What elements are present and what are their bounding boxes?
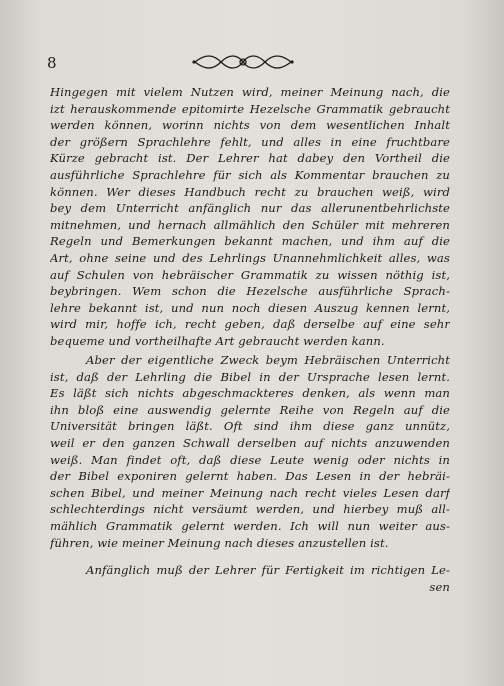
text-line: führen, wie meiner Meinung nach dieses anzustellen ist. [50,535,389,550]
text-line: izt herauskommende epitomirte Hezelsche Grammatik gebraucht [50,101,450,116]
text-line: der Bibel exponiren gelernt haben. Das Lesen in der hebräi- [50,469,450,484]
text-line: Universität bringen läßt. Oft sind ihm diese ganz unnütz, [50,419,450,434]
text-line: bequeme und vortheilhafte Art gebraucht werden kann. [50,333,385,348]
text-line: ausführliche Sprachlehre für sich als Kommentar brauchen zu [50,167,450,182]
text-line: wird mir, hoffe ich, recht geben, daß derselbe auf eine sehr [50,317,450,332]
text-line: Hingegen mit vielem Nutzen wird, meiner Meinung nach, die [50,85,450,99]
text-line: Es läßt sich nichts abgeschmackteres denken, als wenn man [50,386,450,401]
text-line: Aber der eigentliche Zweck beym Hebräischen Unterricht [86,353,450,367]
text-line: weiß. Man findet oft, daß diese Leute wenig oder nichts in [50,452,450,467]
text-line: ihn bloß eine auswendig gelernte Reihe von Regeln auf die [50,402,450,417]
text-line: bey dem Unterricht anfänglich nur das allerunentbehrlichste [50,201,450,216]
text-line: weil er den ganzen Schwall derselben auf nichts anzuwenden [50,435,450,450]
text-line: lehre bekannt ist, und nun noch diesen Auszug kennen lernt, [50,300,450,315]
text-line: Regeln und Bemerkungen bekannt machen, und ihm auf die [50,234,450,249]
text-line: können. Wer dieses Handbuch recht zu brauchen weiß, wird [50,184,450,199]
ornament-divider-icon [191,52,295,72]
text-line: auf Schulen von hebräischer Grammatik zu wissen nöthig ist, [50,267,450,282]
text-line: schen Bibel, und meiner Meinung nach recht vieles Lesen darf [50,485,450,500]
text-line: beybringen. Wem schon die Hezelsche ausführliche Sprach- [50,284,450,299]
text-line: Anfänglich muß der Lehrer für Fertigkeit im richtigen Le- [86,563,450,577]
text-line: werden können, worinn nichts von dem wesentlichen Inhalt [50,118,450,133]
text-line: mählich Grammatik gelernt werden. Ich will nun weiter aus- [50,518,450,533]
text-line: Art, ohne seine und des Lehrlings Unannehmlichkeit alles, was [50,250,450,265]
paragraph-2 [50,352,450,551]
catchword: sen [429,579,450,594]
paragraph-1 [50,84,450,350]
paragraph-3 [50,562,450,595]
text-line: der größern Sprachlehre fehlt, und alles in eine fruchtbare [50,134,450,149]
page-number: 8 [47,54,57,72]
text-line: ist, daß der Lehrling die Bibel in der Ursprache lesen lernt. [50,369,450,384]
text-line: mitnehmen, und hernach allmählich den Schüler mit mehreren [50,217,450,232]
text-line: schlechterdings nicht versäumt werden, und hierbey muß all- [50,502,450,517]
text-line: Kürze gebracht ist. Der Lehrer hat dabey den Vortheil die [50,151,450,166]
